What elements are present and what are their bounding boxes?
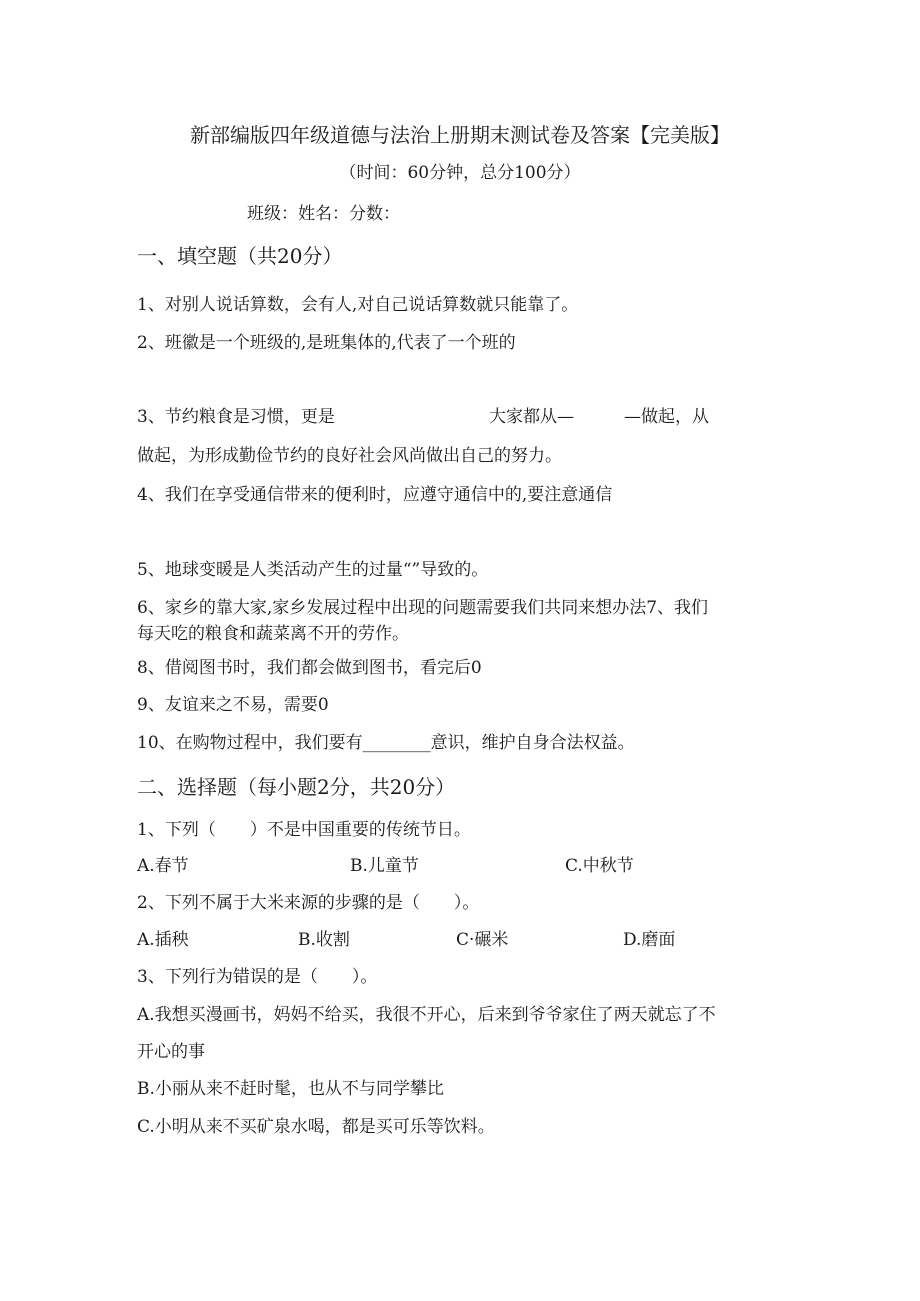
choice-question-2-option-c: C·碾米 — [456, 930, 509, 950]
choice-question-1-option-c: C.中秋节 — [565, 856, 634, 876]
fill-question-6-line-1: 6、家乡的靠大家,家乡发展过程中出现的问题需要我们共同来想办法7、我们 — [137, 598, 709, 618]
fill-question-3-part-a: 3、节约粮食是习惯，更是 — [137, 407, 335, 427]
choice-question-1-option-b: B.儿童节 — [350, 856, 419, 876]
section-choice-heading: 二、选择题（每小题2分，共20分） — [137, 775, 456, 799]
fill-question-3-part-c: —做起，从 — [624, 407, 709, 427]
fill-question-1: 1、对别人说话算数，会有人,对自己说话算数就只能靠了。 — [137, 295, 579, 315]
choice-question-1-option-a: A.春节 — [137, 856, 189, 876]
choice-question-3-option-c: C.小明从来不买矿泉水喝，都是买可乐等饮料。 — [137, 1117, 495, 1137]
fill-question-9: 9、友谊来之不易，需要0 — [137, 695, 329, 715]
fill-question-3-part-b: 大家都从— — [489, 407, 574, 427]
choice-question-3-option-a-line-2: 开心的事 — [137, 1042, 205, 1062]
choice-question-3: 3、下列行为错误的是（ ）。 — [137, 967, 378, 987]
fill-question-10: 10、在购物过程中，我们要有________意识，维护自身合法权益。 — [137, 733, 635, 753]
fill-question-3-part-d: 做起，为形成勤俭节约的良好社会风尚做出自己的努力。 — [137, 446, 562, 466]
fill-question-2: 2、班徽是一个班级的,是班集体的,代表了一个班的 — [137, 333, 516, 353]
page-title: 新部编版四年级道德与法治上册期末测试卷及答案【完美版】 — [190, 123, 730, 147]
exam-duration-score: （时间：60分钟，总分100分） — [339, 163, 581, 183]
student-info-line: 班级：姓名：分数： — [247, 204, 400, 224]
choice-question-2-option-b: B.收割 — [298, 930, 350, 950]
fill-question-8: 8、借阅图书时，我们都会做到图书，看完后0 — [137, 658, 482, 678]
fill-question-5: 5、地球变暖是人类活动产生的过量“”导致的。 — [137, 560, 489, 580]
choice-question-1: 1、下列（ ）不是中国重要的传统节日。 — [137, 820, 471, 840]
section-fill-in-heading: 一、填空题（共20分） — [137, 244, 343, 268]
choice-question-3-option-a-line-1: A.我想买漫画书，妈妈不给买，我很不开心，后来到爷爷家住了两天就忘了不 — [137, 1005, 716, 1025]
choice-question-3-option-b: B.小丽从来不赶时髦，也从不与同学攀比 — [137, 1079, 444, 1099]
fill-question-6-line-2: 每天吃的粮食和蔬菜离不开的劳作。 — [137, 624, 409, 644]
fill-question-4: 4、我们在享受通信带来的便利时，应遵守通信中的,要注意通信 — [137, 485, 613, 505]
choice-question-2-option-a: A.插秧 — [137, 930, 189, 950]
choice-question-2: 2、下列不属于大米来源的步骤的是（ ）。 — [137, 893, 480, 913]
choice-question-2-option-d: D.磨面 — [623, 930, 676, 950]
